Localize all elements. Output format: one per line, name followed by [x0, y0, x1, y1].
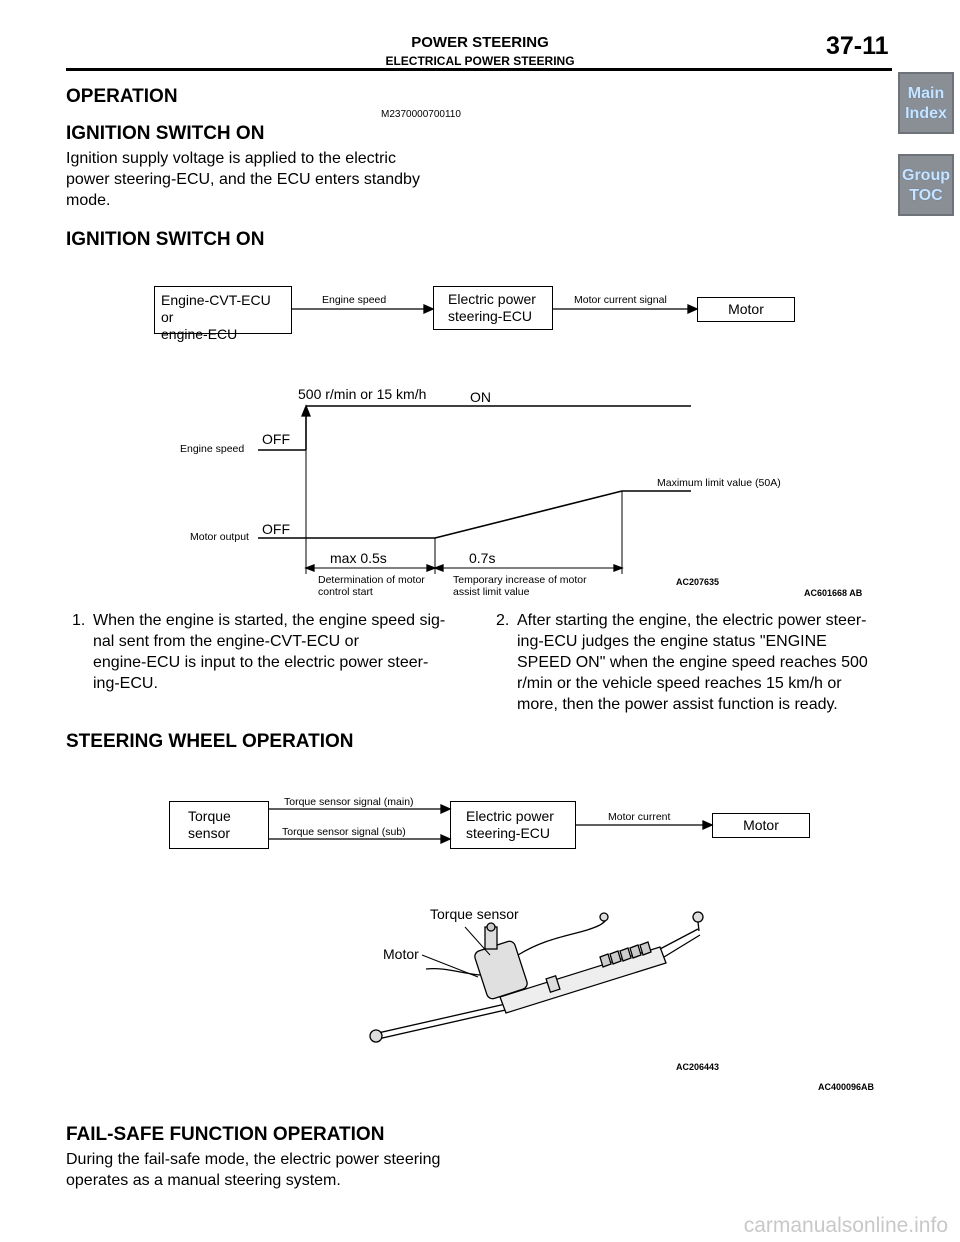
section-title: POWER STEERING — [411, 34, 549, 51]
failsafe-line-1: During the fail-safe mode, the electric power steering — [66, 1151, 441, 1168]
eps-ecu-box-2 — [450, 801, 576, 849]
motor-part-label: Motor — [383, 946, 419, 962]
watermark: carmanualsonline.info — [743, 1214, 948, 1237]
figure-code-4-suffix: AB — [861, 1082, 875, 1092]
motor-box-2: Motor — [712, 813, 810, 838]
motor-current-label: Motor current — [608, 811, 671, 823]
document-code: M2370000700110 — [381, 109, 461, 120]
group-toc-label-1: Group — [902, 167, 950, 184]
determination-line-2: control start — [318, 586, 373, 598]
engine-speed-arrow-label: Engine speed — [322, 294, 387, 306]
temporary-line-1: Temporary increase of motor — [453, 574, 587, 586]
failsafe-heading: FAIL-SAFE FUNCTION OPERATION — [66, 1124, 385, 1145]
temporary-line-2: assist limit value — [453, 586, 530, 598]
figure-code-2-main: AC601668 — [804, 588, 848, 598]
figure-code-4 — [818, 1082, 874, 1092]
step-2-number: 2. — [496, 612, 510, 629]
page-number: 37-11 — [826, 32, 889, 60]
determination-label — [318, 574, 425, 598]
motor-current-signal-label: Motor current signal — [574, 294, 667, 306]
step-2-line-5: more, then the power assist function is ready. — [517, 696, 838, 713]
main-index-label-2: Index — [905, 105, 947, 122]
eps-ecu-2-label-1: Electric power — [466, 808, 554, 824]
failsafe-paragraph — [66, 1149, 440, 1191]
step-1-number: 1. — [72, 612, 86, 629]
max-limit-label: Maximum limit value (50A) — [657, 477, 781, 489]
step-1-line-3: engine-ECU is input to the electric power steer- — [93, 654, 429, 671]
torque-signal-main-label: Torque sensor signal (main) — [284, 796, 414, 808]
ramp-time-label: 0.7s — [469, 550, 496, 566]
figure-code-4-main: AC400096 — [818, 1082, 862, 1092]
main-index-label-1: Main — [907, 85, 945, 102]
torque-signal-sub-label: Torque sensor signal (sub) — [282, 826, 406, 838]
torque-sensor-box — [169, 801, 269, 849]
figure-code-1: AC207635 — [676, 577, 720, 587]
engine-ecu-label-1: Engine-CVT-ECU or — [161, 292, 271, 325]
step-1-line-1: When the engine is started, the engine speed sig- — [93, 612, 446, 629]
ignition-line-3: mode. — [66, 192, 111, 209]
step-2-line-3: SPEED ON" when the engine speed reaches 500 — [517, 654, 868, 671]
figure-code-3: AC206443 — [676, 1062, 720, 1072]
failsafe-line-2: operates as a manual steering system. — [66, 1172, 341, 1189]
step-2-line-1: After starting the engine, the electric power steer- — [517, 612, 867, 629]
eps-ecu-2-label-2: steering-ECU — [466, 825, 551, 841]
section-subtitle: ELECTRICAL POWER STEERING — [385, 54, 575, 68]
step-1-text — [93, 610, 483, 694]
ignition-heading-2: IGNITION SWITCH ON — [66, 229, 265, 250]
step-2-line-2: ing-ECU judges the engine status "ENGINE — [517, 633, 827, 650]
torque-sensor-label-1: Torque — [188, 808, 231, 824]
ignition-line-2: power steering-ECU, and the ECU enters standby — [66, 171, 420, 188]
step-1-line-4: ing-ECU. — [93, 675, 158, 692]
eps-ecu-label-2: steering-ECU — [448, 308, 533, 324]
engine-ecu-label-2: engine-ECU — [161, 326, 238, 342]
steering-gear-illustration — [360, 905, 730, 1065]
step-2-text — [517, 610, 907, 715]
threshold-label: 500 r/min or 15 km/h — [298, 386, 427, 402]
off-label-motor: OFF — [262, 521, 290, 537]
max-time-label: max 0.5s — [330, 550, 387, 566]
eps-ecu-label-1: Electric power — [448, 291, 536, 307]
motor-output-label: Motor output — [190, 531, 249, 543]
group-toc-label-2: TOC — [909, 187, 943, 204]
off-label-engine: OFF — [262, 431, 290, 447]
engine-speed-label: Engine speed — [180, 443, 245, 455]
step-2-line-4: r/min or the vehicle speed reaches 15 km/h or — [517, 675, 842, 692]
temporary-label — [453, 574, 587, 598]
step-1-line-2: nal sent from the engine-CVT-ECU or — [93, 633, 359, 650]
figure-code-2 — [804, 588, 862, 598]
on-label: ON — [470, 389, 491, 405]
torque-sensor-part-label: Torque sensor — [430, 906, 519, 922]
figure-code-2-suffix: AB — [849, 588, 863, 598]
determination-line-1: Determination of motor — [318, 574, 425, 586]
steering-heading: STEERING WHEEL OPERATION — [66, 731, 354, 752]
torque-sensor-label-2: sensor — [188, 825, 231, 841]
motor-box: Motor — [697, 297, 795, 322]
ignition-heading: IGNITION SWITCH ON — [66, 123, 265, 144]
ignition-line-1: Ignition supply voltage is applied to the electric — [66, 150, 396, 167]
operation-heading: OPERATION — [66, 86, 178, 107]
